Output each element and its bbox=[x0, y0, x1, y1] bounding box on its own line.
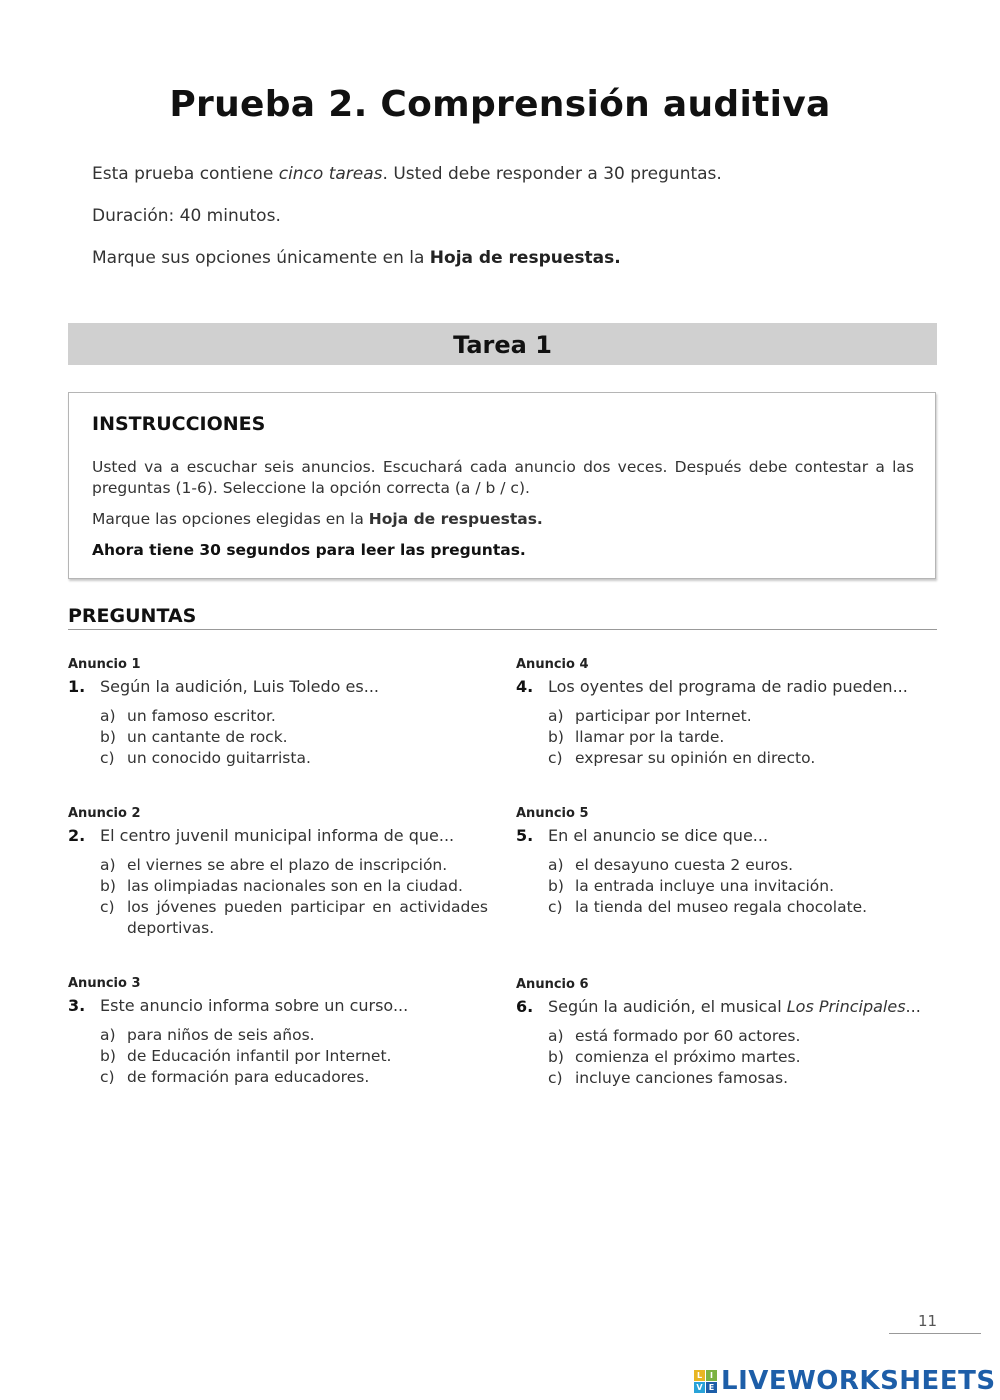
question-text: El centro juvenil municipal informa de que... bbox=[100, 826, 455, 845]
option-text: el desayuno cuesta 2 euros. bbox=[575, 856, 794, 874]
option-text: la tienda del museo regala chocolate. bbox=[575, 898, 868, 916]
option-list bbox=[68, 855, 498, 939]
question-text: Los oyentes del programa de radio pueden... bbox=[548, 677, 908, 696]
option-a[interactable] bbox=[68, 706, 498, 727]
anuncio-label: Anuncio 3 bbox=[68, 976, 141, 991]
option-c[interactable] bbox=[68, 897, 498, 939]
question-number: 2. bbox=[68, 826, 86, 845]
question-text: En el anuncio se dice que... bbox=[548, 826, 769, 845]
question-number: 5. bbox=[516, 826, 534, 845]
question-stem bbox=[68, 995, 498, 1017]
question-stem bbox=[68, 676, 498, 698]
option-letter: a) bbox=[548, 856, 564, 874]
intro-text: . Usted debe responder a 30 preguntas. bbox=[382, 164, 722, 184]
option-letter: a) bbox=[548, 1027, 564, 1045]
intro-line-3 bbox=[92, 248, 621, 268]
liveworksheets-logo-icon bbox=[694, 1370, 717, 1393]
option-text: un cantante de rock. bbox=[127, 728, 288, 746]
question-text: Este anuncio informa sobre un curso... bbox=[100, 996, 409, 1015]
question-4 bbox=[516, 655, 946, 769]
option-text: para niños de seis años. bbox=[127, 1026, 315, 1044]
option-b[interactable] bbox=[516, 1047, 946, 1068]
option-a[interactable] bbox=[516, 855, 946, 876]
option-letter: a) bbox=[100, 1026, 116, 1044]
liveworksheets-logo bbox=[694, 1366, 996, 1396]
question-number: 3. bbox=[68, 996, 86, 1015]
anuncio-label: Anuncio 6 bbox=[516, 977, 589, 992]
question-text: Según la audición, el musical bbox=[548, 997, 787, 1016]
option-text: los jóvenes pueden participar en actividades deportivas. bbox=[127, 898, 488, 937]
option-text: incluye canciones famosas. bbox=[575, 1069, 789, 1087]
option-letter: b) bbox=[100, 728, 116, 746]
option-text: participar por Internet. bbox=[575, 707, 752, 725]
option-letter: a) bbox=[100, 707, 116, 725]
option-text: las olimpiadas nacionales son en la ciudad. bbox=[127, 877, 463, 895]
preguntas-title: PREGUNTAS bbox=[68, 605, 197, 627]
intro-text: Esta prueba contiene bbox=[92, 164, 279, 184]
instructions-mark bbox=[92, 509, 914, 530]
option-list bbox=[68, 1025, 498, 1088]
anuncio-label: Anuncio 1 bbox=[68, 657, 141, 672]
question-stem bbox=[516, 676, 946, 698]
anuncio-label: Anuncio 5 bbox=[516, 806, 589, 821]
logo-tile: L bbox=[694, 1370, 705, 1381]
option-list bbox=[516, 1026, 946, 1089]
option-letter: b) bbox=[100, 1047, 116, 1065]
option-list bbox=[516, 855, 946, 918]
intro-line-2: Duración: 40 minutos. bbox=[92, 206, 281, 226]
option-a[interactable] bbox=[516, 706, 946, 727]
option-b[interactable] bbox=[68, 727, 498, 748]
option-letter: c) bbox=[548, 1069, 563, 1087]
option-letter: b) bbox=[548, 877, 564, 895]
question-3 bbox=[68, 974, 498, 1088]
option-text: un famoso escritor. bbox=[127, 707, 276, 725]
option-b[interactable] bbox=[68, 876, 498, 897]
question-number: 6. bbox=[516, 997, 534, 1016]
anuncio-label: Anuncio 2 bbox=[68, 806, 141, 821]
question-1 bbox=[68, 655, 498, 769]
tarea-header: Tarea 1 bbox=[68, 323, 937, 365]
intro-bold: Hoja de respuestas. bbox=[429, 248, 621, 268]
option-letter: c) bbox=[100, 749, 115, 767]
option-text: comienza el próximo martes. bbox=[575, 1048, 801, 1066]
option-text: un conocido guitarrista. bbox=[127, 749, 311, 767]
intro-emphasis: cinco tareas bbox=[278, 164, 383, 184]
logo-tile: I bbox=[706, 1370, 717, 1381]
option-b[interactable] bbox=[516, 727, 946, 748]
option-c[interactable] bbox=[516, 897, 946, 918]
option-c[interactable] bbox=[68, 1067, 498, 1088]
instructions-time-note: Ahora tiene 30 segundos para leer las preguntas. bbox=[92, 541, 526, 559]
option-letter: a) bbox=[548, 707, 564, 725]
option-text: llamar por la tarde. bbox=[575, 728, 725, 746]
option-c[interactable] bbox=[68, 748, 498, 769]
question-stem bbox=[516, 825, 946, 847]
option-text: la entrada incluye una invitación. bbox=[575, 877, 835, 895]
question-5 bbox=[516, 804, 946, 918]
option-text: de formación para educadores. bbox=[127, 1068, 370, 1086]
instructions-paragraph: Usted va a escuchar seis anuncios. Escuchará cada anuncio dos veces. Después debe contestar a las preguntas (1-6). Seleccione la opción correcta (a / b / c). bbox=[92, 458, 914, 497]
option-text: de Educación infantil por Internet. bbox=[127, 1047, 392, 1065]
intro-text: Marque sus opciones únicamente en la bbox=[92, 248, 430, 268]
question-text: Según la audición, Luis Toledo es... bbox=[100, 677, 379, 696]
question-6 bbox=[516, 975, 946, 1089]
instructions-title: INSTRUCCIONES bbox=[92, 413, 266, 435]
logo-tile: E bbox=[706, 1382, 717, 1393]
option-text: está formado por 60 actores. bbox=[575, 1027, 801, 1045]
question-stem bbox=[68, 825, 498, 847]
option-letter: b) bbox=[548, 728, 564, 746]
option-c[interactable] bbox=[516, 1068, 946, 1089]
option-letter: c) bbox=[548, 898, 563, 916]
option-b[interactable] bbox=[516, 876, 946, 897]
logo-tile: V bbox=[694, 1382, 705, 1393]
instructions-bold: Hoja de respuestas. bbox=[368, 510, 543, 528]
divider bbox=[68, 629, 937, 630]
option-letter: b) bbox=[100, 877, 116, 895]
option-a[interactable] bbox=[516, 1026, 946, 1047]
option-letter: a) bbox=[100, 856, 116, 874]
anuncio-label: Anuncio 4 bbox=[516, 657, 589, 672]
page-title: Prueba 2. Comprensión auditiva bbox=[169, 84, 831, 125]
option-text: expresar su opinión en directo. bbox=[575, 749, 816, 767]
option-a[interactable] bbox=[68, 1025, 498, 1046]
option-list bbox=[68, 706, 498, 769]
page-number: 11 bbox=[918, 1312, 938, 1330]
option-text: el viernes se abre el plazo de inscripción. bbox=[127, 856, 448, 874]
question-stem bbox=[516, 996, 946, 1018]
question-title-italic: Los Principales bbox=[786, 997, 906, 1016]
option-letter: c) bbox=[548, 749, 563, 767]
instructions-text: Marque las opciones elegidas en la bbox=[92, 510, 369, 528]
option-list bbox=[516, 706, 946, 769]
page-number-rule bbox=[889, 1333, 981, 1334]
question-number: 4. bbox=[516, 677, 534, 696]
question-number: 1. bbox=[68, 677, 86, 696]
option-letter: c) bbox=[100, 898, 115, 916]
option-letter: c) bbox=[100, 1068, 115, 1086]
question-2 bbox=[68, 804, 498, 939]
question-text: ... bbox=[905, 997, 921, 1016]
intro-line-1 bbox=[92, 164, 722, 184]
option-b[interactable] bbox=[68, 1046, 498, 1067]
option-letter: b) bbox=[548, 1048, 564, 1066]
option-a[interactable] bbox=[68, 855, 498, 876]
option-c[interactable] bbox=[516, 748, 946, 769]
liveworksheets-logo-text: LIVEWORKSHEETS bbox=[721, 1366, 996, 1396]
